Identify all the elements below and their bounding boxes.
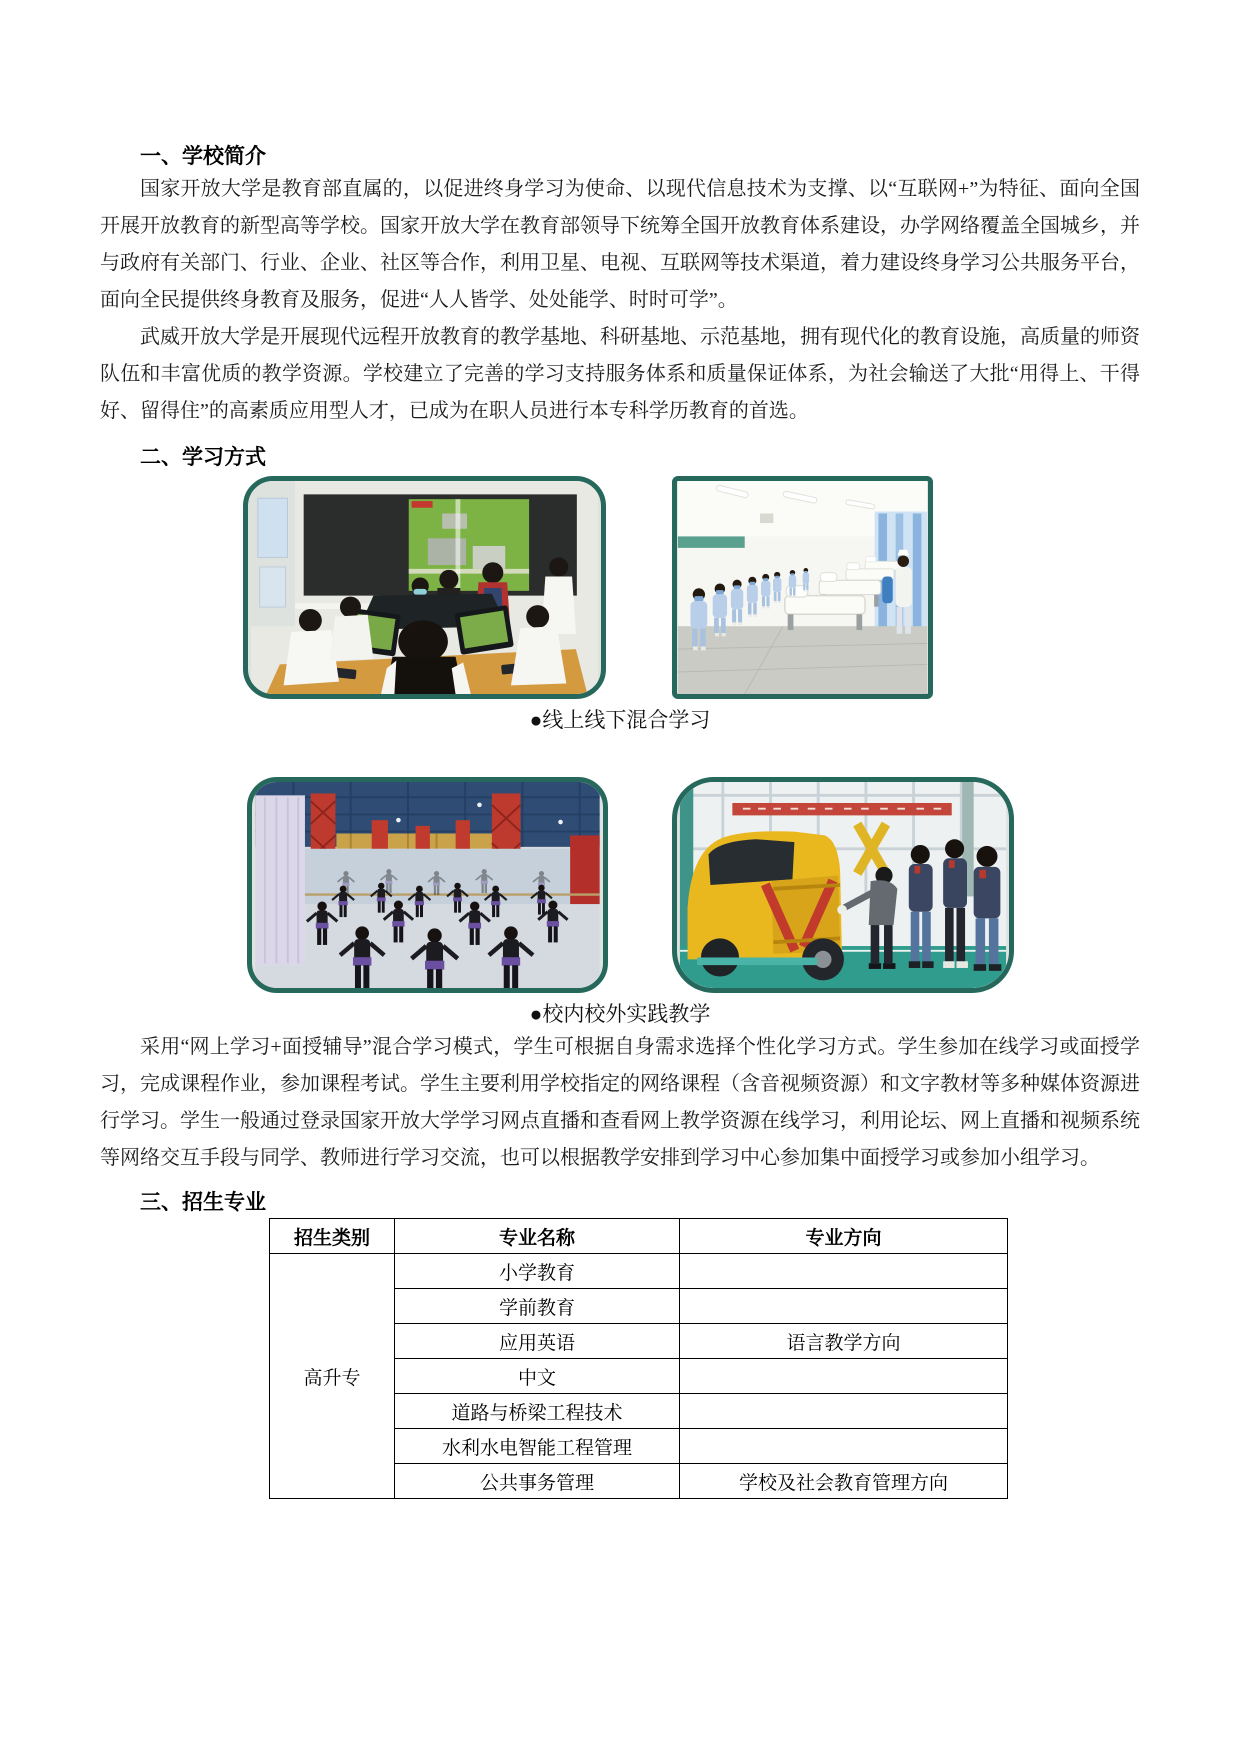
car-window-opening: [709, 839, 795, 885]
car-sill: [697, 957, 817, 965]
direction-cell: [680, 1289, 1008, 1324]
student-head: [549, 557, 568, 576]
face-mask: [414, 589, 427, 595]
photo-dance-studio: [247, 777, 608, 993]
student-head: [299, 609, 322, 632]
photo-caption-blended-learning: ●线上线下混合学习: [529, 708, 711, 732]
major-cell: 应用英语: [395, 1324, 680, 1359]
work-glove: [837, 905, 847, 915]
direction-cell: 学校及社会教育管理方向: [680, 1464, 1008, 1499]
ceiling-light: [396, 818, 401, 823]
teacher-head: [482, 562, 503, 583]
yellow-car-body: [688, 831, 844, 980]
header-enroll-category: 招生类别: [270, 1219, 395, 1254]
photo-online-learning-classroom: [243, 476, 606, 699]
major-cell: 道路与桥梁工程技术: [395, 1394, 680, 1429]
student-long-hair: [398, 620, 448, 662]
major-cell: 中文: [395, 1359, 680, 1394]
major-cell: 公共事务管理: [395, 1464, 680, 1499]
projection-screen: [409, 499, 529, 591]
green-cabinet-top: [678, 536, 745, 547]
direction-cell: [680, 1429, 1008, 1464]
student-head: [439, 570, 458, 589]
header-major-direction: 专业方向: [680, 1219, 1008, 1254]
category-cell: 高升专: [270, 1254, 395, 1499]
photo-nursing-practice-room: [672, 476, 933, 699]
section1-heading: 一、学校简介: [140, 145, 266, 168]
photo-caption-practice-teaching: ●校内校外实践教学: [529, 1002, 711, 1026]
major-cell: 小学教育: [395, 1254, 680, 1289]
major-cell: 水利水电智能工程管理: [395, 1429, 680, 1464]
section3-heading: 三、招生专业: [140, 1191, 266, 1214]
section2-heading: 二、学习方式: [140, 446, 266, 469]
majors-table: [269, 1218, 1008, 1499]
classroom-scene-illustration: [248, 481, 601, 694]
direction-cell: [680, 1254, 1008, 1289]
desk-monitor: [454, 605, 513, 655]
photo-auto-repair-workshop: [672, 777, 1014, 993]
table-row: [270, 1254, 1008, 1289]
car-wheel: [701, 938, 739, 976]
header-major-name: 专业名称: [395, 1219, 680, 1254]
ceiling-fan: [760, 513, 773, 523]
photo-row-2: [247, 777, 1140, 993]
direction-cell: [680, 1359, 1008, 1394]
photo-row-1: [243, 476, 1140, 699]
wall-poster: [260, 567, 286, 607]
wall-poster: [258, 498, 288, 557]
direction-cell: [680, 1394, 1008, 1429]
major-cell: 学前教育: [395, 1289, 680, 1324]
ceiling-light: [477, 803, 482, 808]
direction-cell: 语言教学方向: [680, 1324, 1008, 1359]
nursing-room-scene-illustration: [677, 481, 928, 694]
intro-paragraph-1: 国家开放大学是教育部直属的，以促进终身学习为使命、以现代信息技术为支撑、以“互联网+”为特征、面向全国开展开放教育的新型高等学校。国家开放大学在教育部领导下统筹全国开放教育体系建设，办学网络覆盖全国城乡，并与政府有关部门、行业、企业、社区等合作，利用卫星、电视、互联网等技术渠道，着力建设终身学习公共服务平台，面向全民提供终身教育及服务，促进“人人皆学、处处能学、时时可学”。: [100, 178, 1140, 311]
blue-curtain: [913, 513, 922, 630]
oxygen-cylinder: [882, 577, 893, 604]
white-lab-coat: [542, 577, 576, 634]
intro-paragraph-2: 武威开放大学是开展现代远程开放教育的教学基地、科研基地、示范基地，拥有现代化的教育设施，高质量的师资队伍和丰富优质的教学资源。学校建立了完善的学习支持服务体系和质量保证体系，为社会输送了大批“用得上、干得好、留得住”的高素质应用型人才，已成为在职人员进行本专科学历教育的首选。: [100, 326, 1140, 422]
table-header-row: [270, 1219, 1008, 1254]
auto-workshop-scene-illustration: [677, 782, 1009, 988]
dance-studio-scene-illustration: [252, 782, 603, 988]
learning-method-paragraph: 采用“网上学习+面授辅导”混合学习模式，学生可根据自身需求选择个性化学习方式。学生参加在线学习或面授学习，完成课程作业，参加课程考试。学生主要利用学校指定的网络课程（含音视频资源）和文字教材等多种媒体资源进行学习。学生一般通过登录国家开放大学学习网点直播和查看网上教学资源在线学习，利用论坛、网上直播和视频系统等网络交互手段与同学、教师进行学习交流，也可以根据教学安排到学习中心参加集中面授学习或参加小组学习。: [100, 1036, 1140, 1169]
ceiling-light: [558, 820, 563, 825]
